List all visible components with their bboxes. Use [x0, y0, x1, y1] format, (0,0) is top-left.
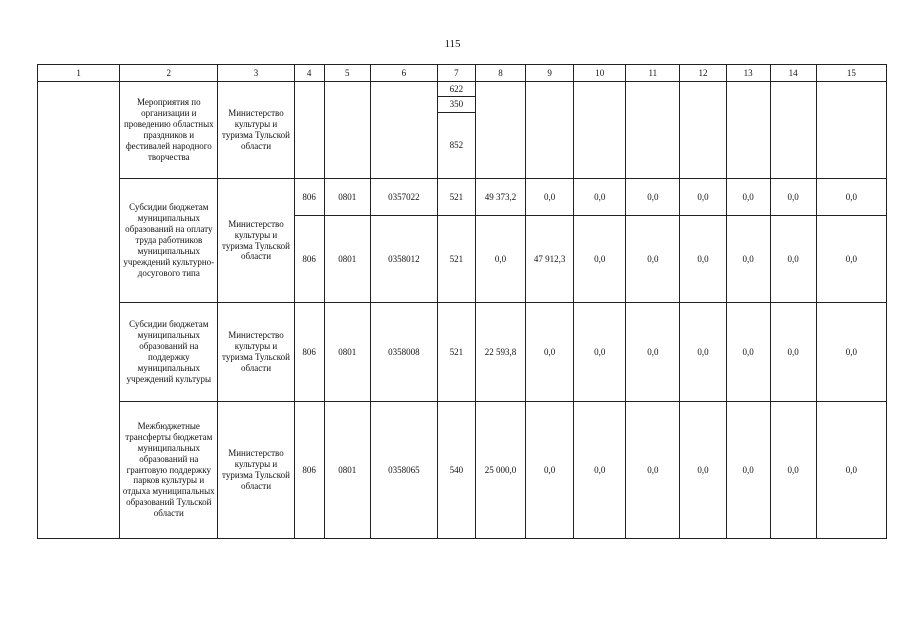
- table-row: [38, 82, 887, 97]
- table-cell: 0,0: [816, 303, 886, 402]
- table-row: [38, 303, 887, 402]
- table-cell: 0,0: [680, 216, 726, 303]
- table-cell: 0,0: [770, 179, 816, 216]
- table-cell: 0,0: [680, 179, 726, 216]
- header-cell: 1: [38, 65, 120, 82]
- header-cell: 3: [218, 65, 294, 82]
- event-name-cell: Субсидии бюджетам муниципальных образований на поддержку муниципальных учреждений культуры: [120, 303, 218, 402]
- header-cell: 12: [680, 65, 726, 82]
- table-cell: 25 000,0: [475, 402, 525, 539]
- table-cell: 0,0: [770, 303, 816, 402]
- event-name-cell: Мероприятия по организации и проведению областных праздников и фестивалей народного творчества: [120, 82, 218, 179]
- table-cell: 0,0: [574, 402, 626, 539]
- table-cell: [726, 82, 770, 179]
- table-cell: 0,0: [726, 216, 770, 303]
- table-row: [38, 179, 887, 216]
- table-cell: 521: [437, 216, 475, 303]
- table-cell: 806: [294, 216, 324, 303]
- page-number: 115: [444, 38, 461, 50]
- header-row: [38, 65, 887, 82]
- table-cell: 0,0: [816, 402, 886, 539]
- table-cell: 0,0: [526, 303, 574, 402]
- table-cell: 0,0: [626, 303, 680, 402]
- header-cell: 4: [294, 65, 324, 82]
- budget-table: [37, 64, 887, 539]
- table-cell: [816, 82, 886, 179]
- header-cell: 8: [475, 65, 525, 82]
- table-cell: [294, 82, 324, 179]
- table-cell: 0,0: [626, 179, 680, 216]
- header-cell: 5: [324, 65, 370, 82]
- table-cell: 806: [294, 179, 324, 216]
- table-cell: [680, 82, 726, 179]
- table-cell: 0,0: [680, 303, 726, 402]
- table-cell: [770, 82, 816, 179]
- table-cell: 0,0: [626, 402, 680, 539]
- header-cell: 14: [770, 65, 816, 82]
- table-cell: 49 373,2: [475, 179, 525, 216]
- executor-cell: Министерство культуры и туризма Тульской области: [218, 303, 294, 402]
- table-cell: 0,0: [475, 216, 525, 303]
- table-cell: 0,0: [574, 303, 626, 402]
- table-cell: 0358065: [370, 402, 437, 539]
- header-cell: 2: [120, 65, 218, 82]
- table-cell: 0,0: [526, 402, 574, 539]
- table-cell: 0358008: [370, 303, 437, 402]
- expense-type-cell: 852: [437, 113, 475, 179]
- table-cell: 0,0: [574, 179, 626, 216]
- table-cell: 806: [294, 303, 324, 402]
- header-cell: 11: [626, 65, 680, 82]
- table-cell: 0,0: [816, 179, 886, 216]
- table-cell: [370, 82, 437, 179]
- table-cell: 0,0: [770, 402, 816, 539]
- table-cell: 540: [437, 402, 475, 539]
- table-cell: 0,0: [816, 216, 886, 303]
- table-cell: 0801: [324, 179, 370, 216]
- table-cell: 0358012: [370, 216, 437, 303]
- table-cell: 806: [294, 402, 324, 539]
- header-cell: 10: [574, 65, 626, 82]
- table-cell: 0,0: [726, 303, 770, 402]
- table-row: [38, 402, 887, 539]
- table-cell-col1: [38, 82, 120, 539]
- header-cell: 15: [816, 65, 886, 82]
- table-cell: 0,0: [726, 179, 770, 216]
- executor-cell: Министерство культуры и туризма Тульской области: [218, 82, 294, 179]
- table-cell: 0,0: [726, 402, 770, 539]
- table-cell: 0,0: [770, 216, 816, 303]
- header-cell: 13: [726, 65, 770, 82]
- table-cell: [324, 82, 370, 179]
- table-cell: [475, 82, 525, 179]
- table-cell: [626, 82, 680, 179]
- expense-type-cell: 622: [437, 82, 475, 97]
- table-cell: 521: [437, 179, 475, 216]
- table-cell: 47 912,3: [526, 216, 574, 303]
- event-name-cell: Субсидии бюджетам муниципальных образований на оплату труда работников муниципальных учреждений культурно-досугового типа: [120, 179, 218, 303]
- header-cell: 6: [370, 65, 437, 82]
- expense-type-cell: 350: [437, 97, 475, 113]
- table-cell: [574, 82, 626, 179]
- event-name-cell: Межбюджетные трансферты бюджетам муниципальных образований на грантовую поддержку парков культуры и отдыха муниципальных образований Тульской области: [120, 402, 218, 539]
- table-cell: 22 593,8: [475, 303, 525, 402]
- table-cell: 0,0: [626, 216, 680, 303]
- executor-cell: Министерство культуры и туризма Тульской области: [218, 402, 294, 539]
- table-cell: 0,0: [526, 179, 574, 216]
- table-cell: 0801: [324, 303, 370, 402]
- table-cell: 521: [437, 303, 475, 402]
- table-cell: 0,0: [574, 216, 626, 303]
- table-cell: 0801: [324, 402, 370, 539]
- table-cell: 0,0: [680, 402, 726, 539]
- table-cell: 0801: [324, 216, 370, 303]
- table-cell: 0357022: [370, 179, 437, 216]
- executor-cell: Министерство культуры и туризма Тульской области: [218, 179, 294, 303]
- table-cell: [526, 82, 574, 179]
- header-cell: 9: [526, 65, 574, 82]
- header-cell: 7: [437, 65, 475, 82]
